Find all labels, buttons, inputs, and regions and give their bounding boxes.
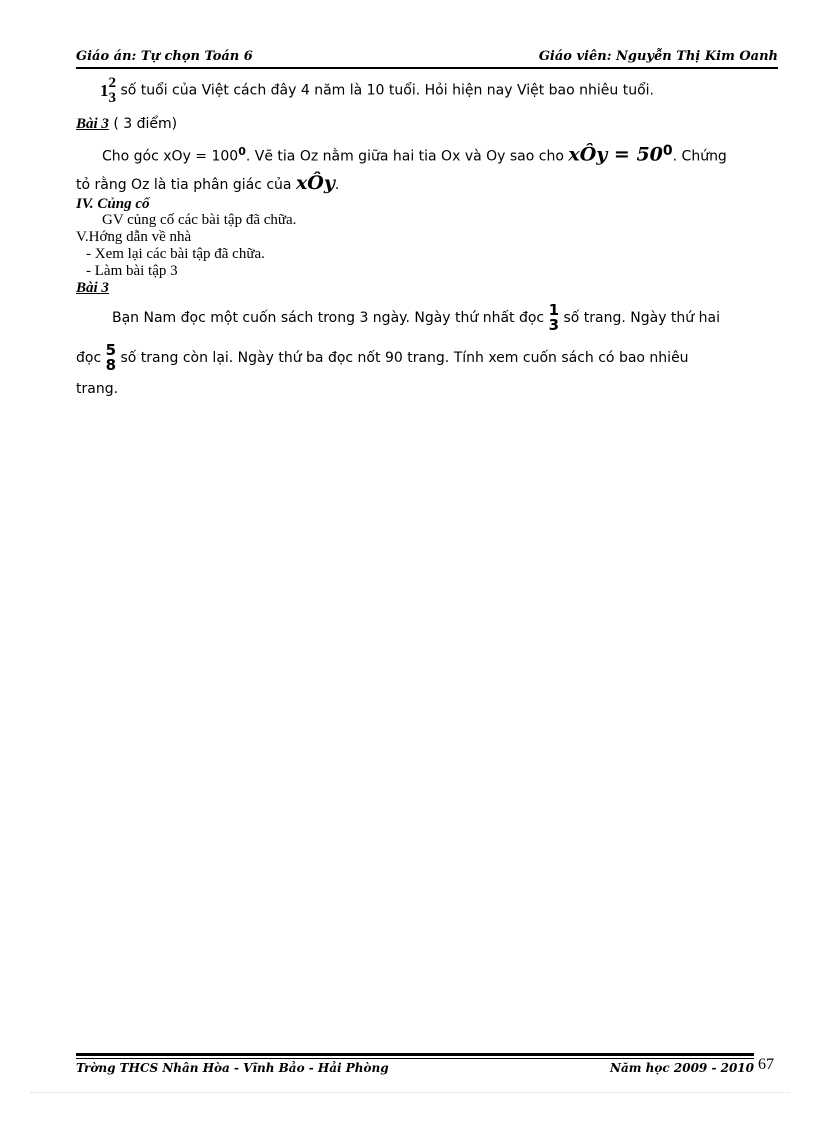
exercise-points: ( 3 điểm) [108, 116, 178, 132]
reading-problem-line-2 [76, 343, 689, 373]
exercise-label: Bài 3 [76, 116, 109, 132]
geometry-text: . Chứng [672, 148, 727, 165]
reading-problem-line-1 [112, 303, 720, 333]
problem-text: số tuổi của Việt cách đây 4 năm là 10 tuổi. Hỏi hiện nay Việt bao nhiêu tuổi. [116, 82, 654, 99]
fraction-numerator: 2 [108, 75, 116, 91]
page-footer [76, 1061, 754, 1079]
problem-continuation-line [100, 76, 654, 106]
fraction-denominator: 3 [108, 90, 116, 106]
problem-text: đọc [76, 350, 106, 366]
page-header [76, 49, 778, 67]
footer-rule [76, 1058, 754, 1059]
fraction-numerator: 1 [548, 301, 560, 319]
section-4-text: GV củng cố các bài tập đã chữa. [102, 212, 297, 228]
page-number: 67 [758, 1056, 774, 1073]
fraction-five-eighths [106, 343, 116, 373]
section-5-title: V.Hớng dẫn về nhà [76, 229, 192, 245]
homework-item: - Xem lại các bài tập đã chữa. [86, 246, 265, 262]
fraction-numerator: 5 [105, 341, 117, 359]
geometry-text: . [334, 177, 340, 193]
exercise-geometry-line-2 [76, 172, 339, 194]
exercise-label: Bài 3 [76, 280, 109, 296]
mixed-number-whole: 1 [100, 81, 109, 100]
footer-rule [76, 1053, 754, 1056]
footer-school-year: Năm học 2009 - 2010 [610, 1061, 754, 1075]
angle-name: xÔy [295, 172, 335, 194]
mixed-number-fraction [109, 76, 117, 106]
homework-item: - Làm bài tập 3 [86, 263, 178, 279]
fraction-denominator: 8 [105, 356, 117, 374]
angle-expression: xÔy = 50 [568, 143, 663, 166]
footer-school: Trờng THCS Nhân Hòa - Vĩnh Bảo - Hải Phòng [76, 1061, 389, 1075]
problem-text: số trang. Ngày thứ hai [559, 310, 720, 326]
problem-text: Bạn Nam đọc một cuốn sách trong 3 ngày. Ngày thứ nhất đọc [112, 310, 549, 326]
exercise-geometry-line-1 [102, 143, 727, 166]
degree-symbol: 0 [238, 145, 246, 158]
header-teacher-name: Giáo viên: Nguyễn Thị Kim Oanh [538, 49, 778, 64]
exercise-heading [76, 116, 177, 133]
geometry-text: tỏ rằng Oz là tia phân giác của [76, 177, 296, 193]
degree-symbol: 0 [662, 143, 673, 159]
geometry-text: Cho góc xOy = 100 [102, 148, 239, 165]
fraction-denominator: 3 [548, 316, 560, 334]
problem-text: số trang còn lại. Ngày thứ ba đọc nốt 90 trang. Tính xem cuốn sách có bao nhiêu [116, 350, 689, 366]
bottom-dotted-line [30, 1092, 790, 1093]
geometry-text: . Vẽ tia Oz nằm giữa hai tia Ox và Oy sao cho [245, 148, 569, 165]
reading-problem-line-3: trang. [76, 381, 119, 397]
header-lesson-title: Giáo án: Tự chọn Toán 6 [76, 49, 253, 64]
fraction-one-third [549, 303, 559, 333]
section-4-title: IV. Củng cố [76, 196, 150, 212]
header-rule [76, 67, 778, 69]
